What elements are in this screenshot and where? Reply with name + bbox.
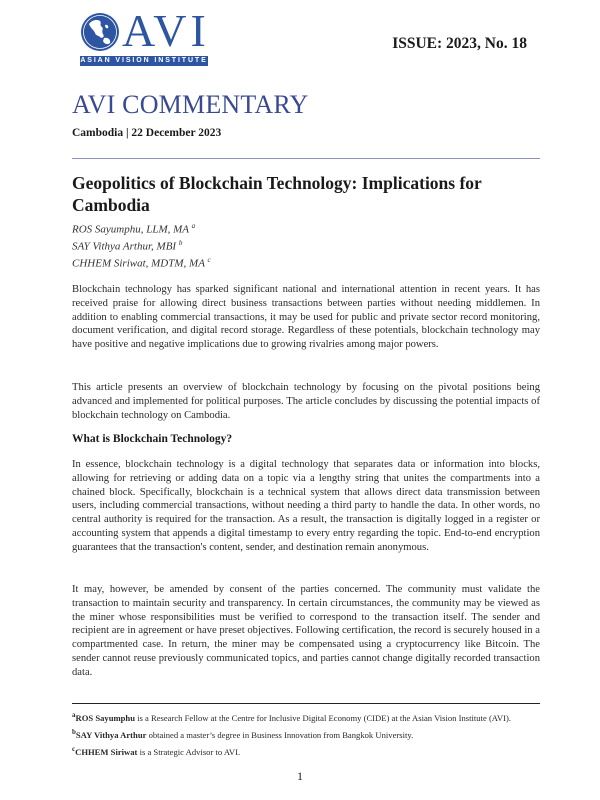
- author-name: ROS Sayumphu, LLM, MA: [72, 223, 189, 236]
- footnote-author: SAY Vithya Arthur: [75, 729, 147, 740]
- paragraph-overview: This article presents an overview of blockchain technology by focusing on the pivotal positions being advanced and implemented for political purposes. The article concludes by discussing the potential impacts of blockchain technology on Cambodia.: [72, 382, 540, 421]
- footnote-divider: [72, 703, 540, 704]
- section-heading: What is Blockchain Technology?: [72, 433, 233, 445]
- globe-icon: [80, 12, 120, 52]
- footnote-text: is a Strategic Advisor to AVI.: [137, 746, 241, 757]
- footnote-mark: b: [72, 727, 76, 736]
- footnotes: [72, 709, 542, 760]
- dateline: Cambodia | 22 December 2023: [72, 127, 222, 139]
- footnote-mark[interactable]: b: [178, 239, 183, 248]
- author-line: [72, 220, 211, 237]
- paragraph-intro: Blockchain technology has sparked significant national and international attention in recent years. It has received praise for allowing direct business transactions between parties without needing middlemen. In addition to enabling commercial transactions, it may be used for public and private sector record monitoring, document verification, and digital record storage. Regardless of these potentials, blockchain technology may have positive and negative implications due to growing rivalries among major powers.: [72, 284, 540, 351]
- author-name: SAY Vithya Arthur, MBI: [72, 240, 177, 253]
- footnote-text: is a Research Fellow at the Centre for Inclusive Digital Economy (CIDE) at the Asian Vision Institute (AVI).: [134, 712, 511, 723]
- paragraph-validation: It may, however, be amended by consent of the parties concerned. The community must validate the transaction to maintain security and transparency. In certain circumstances, the community may be viewed as the miner whose responsibilities must be verified to correspond to the transaction itself. The sender and recipient are in agreement or have preset objectives. Following certification, the record is securely housed in a compartmented case. In return, the miner may be compensated using a cryptocurrency like Bitcoin. The sender cannot reuse previously communicated topics, and parties cannot change digitally recorded transaction data.: [72, 584, 540, 678]
- footnote-mark[interactable]: a: [191, 222, 196, 230]
- paragraph-definition: In essence, blockchain technology is a digital technology that separates data or information into blocks, allowing for retrieving or adding data on a topic via a lengthy string that unites the compartments into a chained block. Specifically, blockchain is a technical system that allows direct data transmission between users, including commercial transactions, without needing a third party to handle the data. In other words, no central authority is required for the transaction. As a result, the transaction is digitally logged in a register or accounting system that appends a digital timestamp to every entry regarding the topic. End-to-end encryption guarantees that the transaction's content, sender, and destination remain anonymous.: [72, 459, 540, 553]
- logo-tagline: ASIAN VISION INSTITUTE: [80, 57, 208, 64]
- logo-wordmark: AVI: [122, 5, 210, 56]
- author-list: [72, 220, 211, 271]
- footnote-text: obtained a master’s degree in Business Innovation from Bangkok University.: [146, 729, 414, 740]
- issue-number: ISSUE: 2023, No. 18: [392, 35, 527, 52]
- footnote: [72, 743, 542, 758]
- article-title: Geopolitics of Blockchain Technology: Implications for Cambodia: [72, 173, 482, 215]
- footnote-mark: c: [72, 744, 76, 753]
- page-number: 1: [297, 769, 303, 783]
- footnote-author: ROS Sayumphu: [75, 712, 135, 723]
- header-divider: [72, 158, 540, 159]
- footnote-mark: a: [72, 711, 76, 719]
- footnote: [72, 726, 542, 741]
- avi-logo: [80, 5, 210, 66]
- footnote: [72, 709, 542, 724]
- author-name: CHHEM Siriwat, MDTM, MA: [72, 257, 205, 270]
- footnote-author: CHHEM Siriwat: [75, 746, 138, 757]
- footnote-mark[interactable]: c: [207, 256, 211, 265]
- author-line: [72, 254, 211, 271]
- author-line: [72, 237, 211, 254]
- series-title: AVI COMMENTARY: [72, 90, 309, 119]
